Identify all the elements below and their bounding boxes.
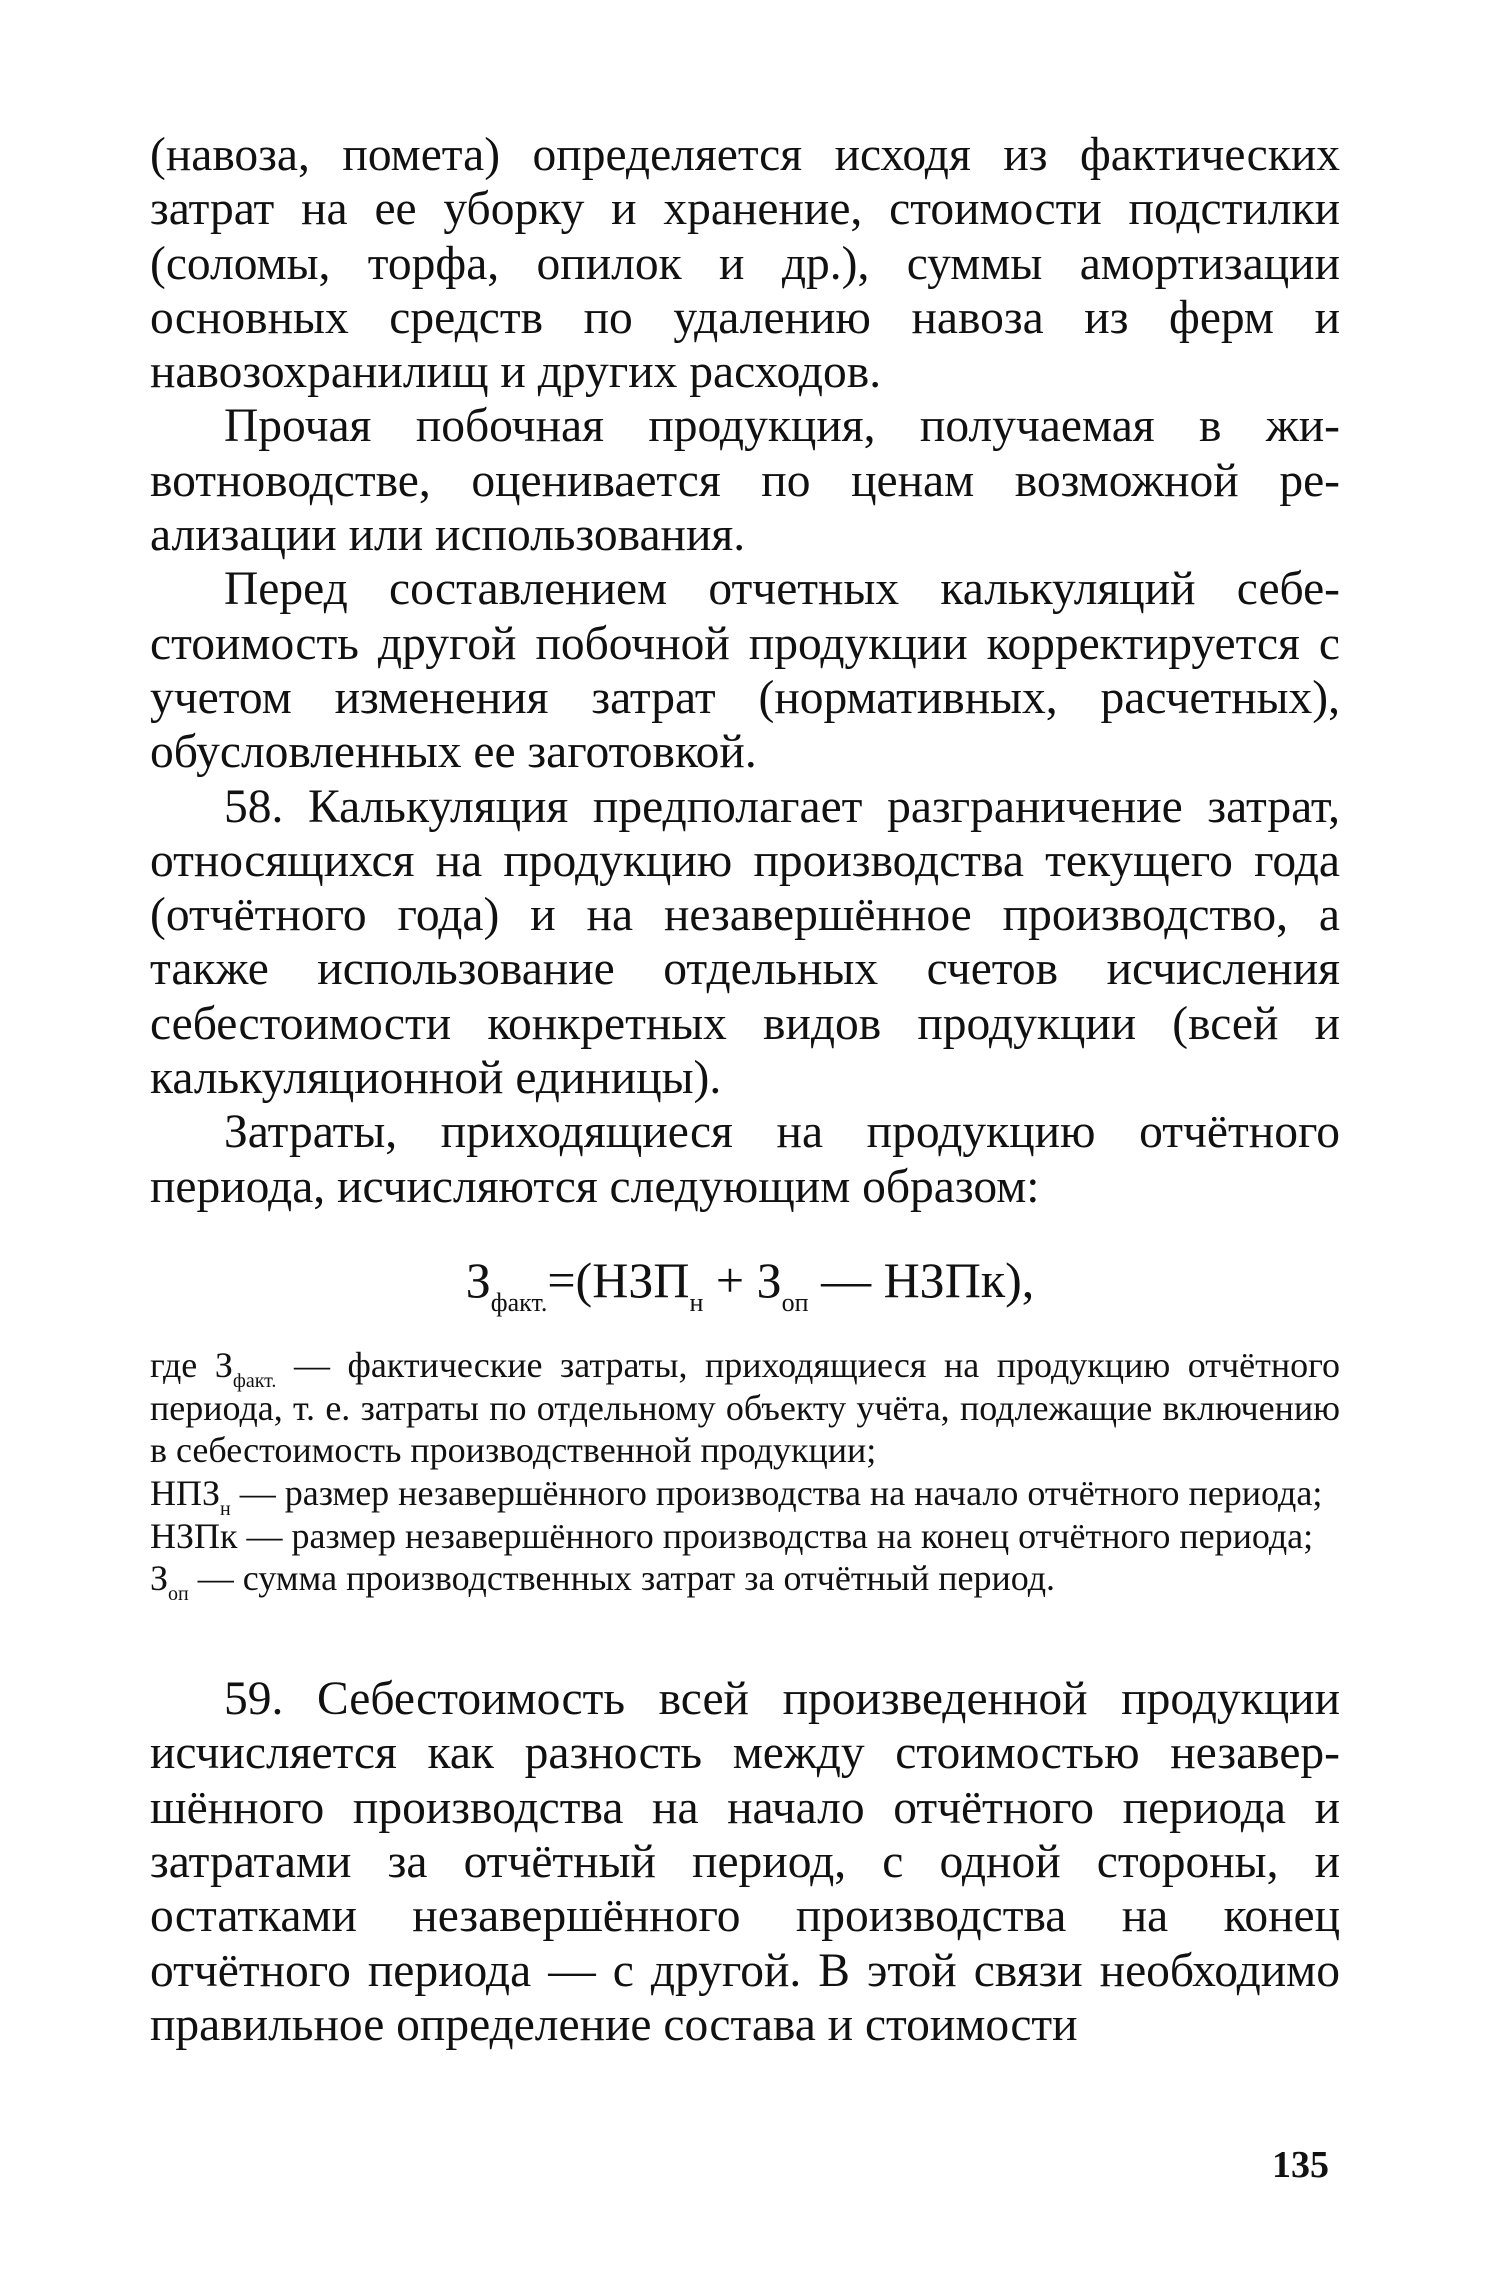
definition-npz-sub: н [220,1498,231,1521]
definition-z-op-symbol: З [150,1558,169,1599]
definition-z-op-text: — сумма производственных затрат за отчётный период. [188,1558,1056,1599]
formula-sub-n: н [689,1287,704,1317]
formula-definitions [150,1344,1340,1606]
definition-npz-n [150,1472,1340,1521]
paragraph-manure-cost: (навоза, помета) определяется исходя из фактических затрат на ее уборку и хранение, стоимости подстилки (соломы, торфа, опилок и др.), суммы амортизации основных средств по удалению навоза из ферм и навозохранилищ и других расходов. [150,129,1340,399]
paragraph-cost-correction: Перед составлением отчетных калькуляций себестоимость другой побочной продукции корректируется с учетом изменения затрат (нормативных, расчетных), обусловленных ее заготовкой. [150,563,1340,779]
formula-tail: — НЗПк), [808,1251,1035,1308]
definition-z-op [150,1557,1340,1606]
formula-sub-op: оп [781,1287,809,1317]
definition-nzpk: НЗПк — размер незавершённого производства на конец отчётного периода; [150,1515,1314,1556]
page-number: 135 [1272,2144,1329,2186]
section-gap [150,1600,1340,1672]
formula-part-nzp: =(НЗП [547,1251,690,1308]
definition-z-fakt-sub: факт. [232,1369,277,1392]
formula-part-z: + З [703,1251,782,1308]
formula-sub-fakt: факт. [490,1287,548,1317]
definition-z-fakt-symbol: где З [150,1344,233,1385]
paragraph-section-59: 59. Себестоимость всей произведенной продукции исчисляется как разность между стоимостью незавершённого производства на начало отчётного периода и затратами за отчётный период, с одной стороны, и остатками незавершённого производства на конец отчётного периода — с другой. В этой связи необходимо правильное определение состава и стоимости [150,1673,1340,2051]
definition-z-fakt [150,1344,1340,1472]
cost-formula [150,1250,1340,1317]
paragraph-period-costs: Затраты, приходящиеся на продукцию отчётного периода, исчисляются следующим образом: [150,1106,1340,1213]
page-body [150,128,1340,2052]
definition-z-fakt-text: — фактические затраты, приходящиеся на продукцию отчётного периода, т. е. затраты по отдельному объекту учёта, подлежащие включению в себестоимость производственной продукции; [150,1344,1340,1471]
paragraph-other-byproducts: Прочая побочная продукция, получаемая в животноводстве, оценивается по ценам возможной реализации или использования. [150,400,1340,562]
definition-npz-text: — размер незавершённого производства на начало отчётного периода; [230,1473,1323,1514]
paragraph-section-58: 58. Калькуляция предполагает разграничение затрат, относящихся на продукцию производства текущего года (отчётного года) и на незавершённое производство, а также использование отдельных счетов исчисления себестоимости конкретных видов продукции (всей и калькуляционной единицы). [150,780,1340,1105]
formula-z: З [465,1251,491,1308]
definition-npz-symbol: НПЗ [150,1473,221,1514]
definition-z-op-sub: оп [168,1583,189,1606]
